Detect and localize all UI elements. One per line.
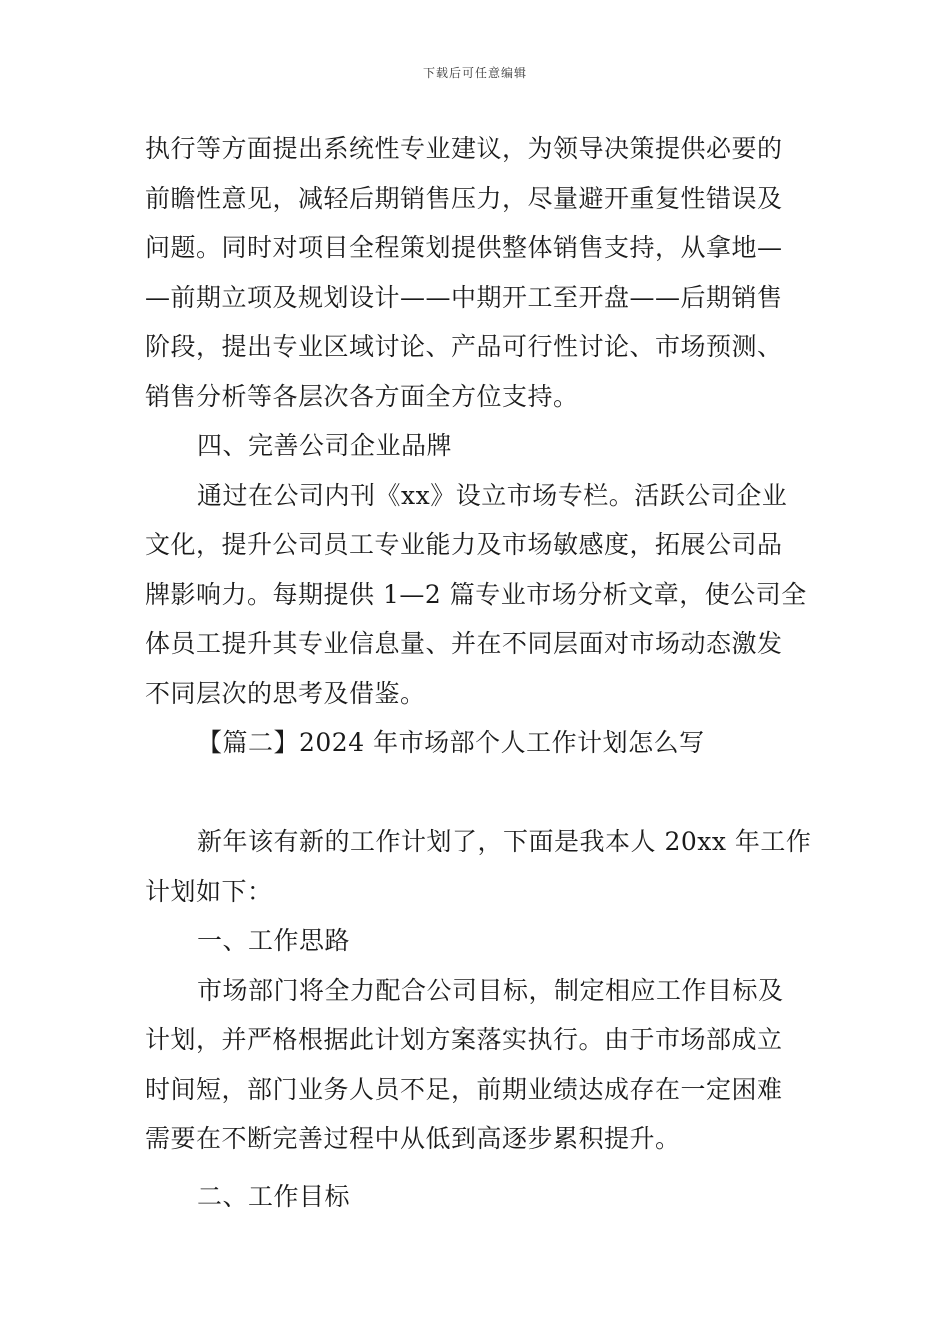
text-line: —前期立项及规划设计——中期开工至开盘——后期销售	[145, 282, 783, 312]
text-line: 问题。同时对项目全程策划提供整体销售支持，从拿地—	[145, 233, 783, 262]
text-line: 不同层次的思考及借鉴。	[145, 678, 426, 708]
text-line: 市场部门将全力配合公司目标，制定相应工作目标及	[197, 975, 784, 1005]
text-line: 执行等方面提出系统性专业建议，为领导决策提供必要的	[145, 134, 783, 163]
heading-brand: 四、完善公司企业品牌	[197, 431, 453, 460]
header-note: 下载后可任意编辑	[422, 66, 527, 80]
heading-work-idea: 一、工作思路	[197, 926, 351, 955]
spacer	[145, 1164, 815, 1172]
spacer	[145, 768, 815, 818]
text-line: 需要在不断完善过程中从低到高逐步累积提升。	[145, 1124, 681, 1153]
text-line: 阶段，提出专业区域讨论、产品可行性讨论、市场预测、	[145, 332, 783, 361]
text-line: 时间短，部门业务人员不足，前期业绩达成存在一定困难	[145, 1074, 783, 1104]
text-line: 销售分析等各层次各方面全方位支持。	[145, 381, 579, 411]
text-line: 牌影响力。每期提供 1—2 篇专业市场分析文章，使公司全	[145, 579, 807, 609]
document-body	[145, 124, 815, 1221]
heading-work-goal: 二、工作目标	[197, 1181, 351, 1211]
paragraph-support	[145, 124, 815, 421]
paragraph-brand	[145, 471, 815, 719]
text-line: 前瞻性意见，减轻后期销售压力，尽量避开重复性错误及	[145, 183, 783, 213]
section-title: 【篇二】2024 年市场部个人工作计划怎么写	[197, 728, 705, 757]
text-line: 文化，提升公司员工专业能力及市场敏感度，拓展公司品	[145, 530, 783, 559]
text-line: 计划，并严格根据此计划方案落实执行。由于市场部成立	[145, 1025, 783, 1054]
paragraph-work-idea	[145, 966, 815, 1164]
text-line: 计划如下：	[145, 876, 273, 906]
text-line: 通过在公司内刊《xx》设立市场专栏。活跃公司企业	[197, 480, 788, 510]
text-line: 新年该有新的工作计划了，下面是我本人 20xx 年工作	[197, 827, 812, 856]
paragraph-intro	[145, 817, 815, 916]
text-line: 体员工提升其专业信息量、并在不同层面对市场动态激发	[145, 629, 783, 658]
